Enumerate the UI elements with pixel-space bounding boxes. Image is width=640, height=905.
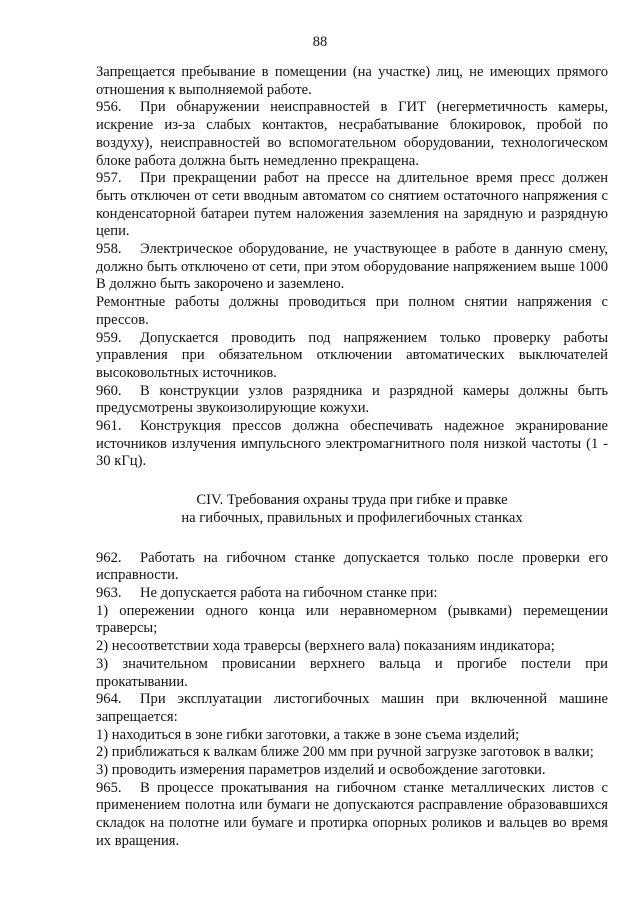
paragraph-text: Ремонтные работы должны проводиться при полном снятии напряжения с прессов.	[96, 294, 608, 328]
paragraph-text: Не допускается работа на гибочном станке при:	[140, 584, 438, 601]
paragraph-number: 956.	[96, 99, 122, 116]
paragraph	[96, 330, 608, 383]
paragraph	[96, 744, 608, 762]
paragraph-number: 965.	[96, 779, 122, 796]
paragraph-text: 3) проводить измерения параметров изделий и освобождение заготовки.	[96, 762, 546, 779]
paragraph-number: 964.	[96, 691, 122, 708]
paragraph-text: При эксплуатации листогибочных машин при включенной машине запрещается:	[96, 691, 608, 725]
paragraph-text: Запрещается пребывание в помещении (на участке) лиц, не имеющих прямого отношения к выполняемой работе.	[96, 64, 608, 98]
paragraph	[96, 691, 608, 726]
paragraph-text: 2) приближаться к валкам ближе 200 мм при ручной загрузке заготовок в валки;	[96, 744, 594, 761]
paragraph-text: В конструкции узлов разрядника и разрядной камеры должны быть предусмотрены звукоизолирующие кожухи.	[96, 382, 608, 417]
paragraph	[96, 99, 608, 170]
paragraph-text: Допускается проводить под напряжением только проверку работы управления при обязательном отключении автоматических выключателей высоковольтных источников.	[96, 329, 608, 381]
paragraph	[96, 780, 608, 851]
paragraph-number: 959.	[96, 329, 122, 346]
paragraph-text: 2) несоответствии хода траверсы (верхнего вала) показаниям индикатора;	[96, 638, 555, 655]
section-ciii-tail	[96, 64, 608, 471]
paragraph	[96, 762, 608, 780]
paragraph-number: 962.	[96, 549, 122, 566]
paragraph	[96, 418, 608, 471]
paragraph-number: 963.	[96, 584, 122, 601]
paragraph-number: 958.	[96, 241, 122, 258]
paragraph-text: 3) значительном провисании верхнего вальца и прогибе постели при прокатывании.	[96, 655, 608, 690]
paragraph	[96, 64, 608, 99]
paragraph-text: При обнаружении неисправностей в ГИТ (негерметичность камеры, искрение из-за слабых контактов, несрабатывание блокировок, пробой по воздуху), неисправностей во вспомогательном оборудовании, технологическом блоке работа должна быть немедленно прекращена.	[96, 99, 608, 169]
paragraph-number: 957.	[96, 170, 122, 187]
section-civ-body	[96, 550, 608, 851]
paragraph-text: При прекращении работ на прессе на длительное время пресс должен быть отключен от сети вводным автоматом со снятием остаточного напряжения с конденсаторной батареи путем наложения заземления на зарядную и разрядную цепи.	[96, 170, 608, 240]
document-body	[96, 64, 608, 851]
section-heading	[96, 491, 608, 527]
paragraph-text: Работать на гибочном станке допускается только после проверки его исправности.	[96, 549, 608, 584]
paragraph-number: 960.	[96, 382, 122, 399]
paragraph-text: В процессе прокатывания на гибочном станке металлических листов с применением полотна или бумаги не допускаются расправление образовавшихся складок на полотне или бумаге и протирка опорных роликов и вальцев во время их вращения.	[96, 779, 608, 849]
paragraph-text: Электрическое оборудование, не участвующее в работе в данную смену, должно быть отключено от сети, при этом оборудование напряжением выше 1000 В должно быть закорочено и заземлено.	[96, 241, 608, 293]
section-heading-line-2: на гибочных, правильных и профилегибочных станках	[181, 510, 523, 527]
paragraph-text: Конструкция прессов должна обеспечивать надежное экранирование источников излучения импульсного электромагнитного поля низкой частоты (1 - 30 кГц).	[96, 418, 608, 470]
paragraph-text: 1) опережении одного конца или неравномерном (рывками) перемещении траверсы;	[96, 602, 608, 637]
paragraph	[96, 170, 608, 241]
section-heading-line-1: CIV. Требования охраны труда при гибке и правке	[196, 492, 508, 509]
paragraph	[96, 383, 608, 418]
paragraph	[96, 550, 608, 585]
page-number: 88	[312, 34, 328, 50]
paragraph-number: 961.	[96, 418, 122, 435]
paragraph	[96, 603, 608, 638]
paragraph	[96, 727, 608, 745]
paragraph-text: 1) находиться в зоне гибки заготовки, а также в зоне съема изделий;	[96, 726, 520, 743]
paragraph	[96, 294, 608, 329]
paragraph	[96, 638, 608, 656]
paragraph	[96, 241, 608, 294]
paragraph	[96, 585, 608, 603]
paragraph	[96, 656, 608, 691]
